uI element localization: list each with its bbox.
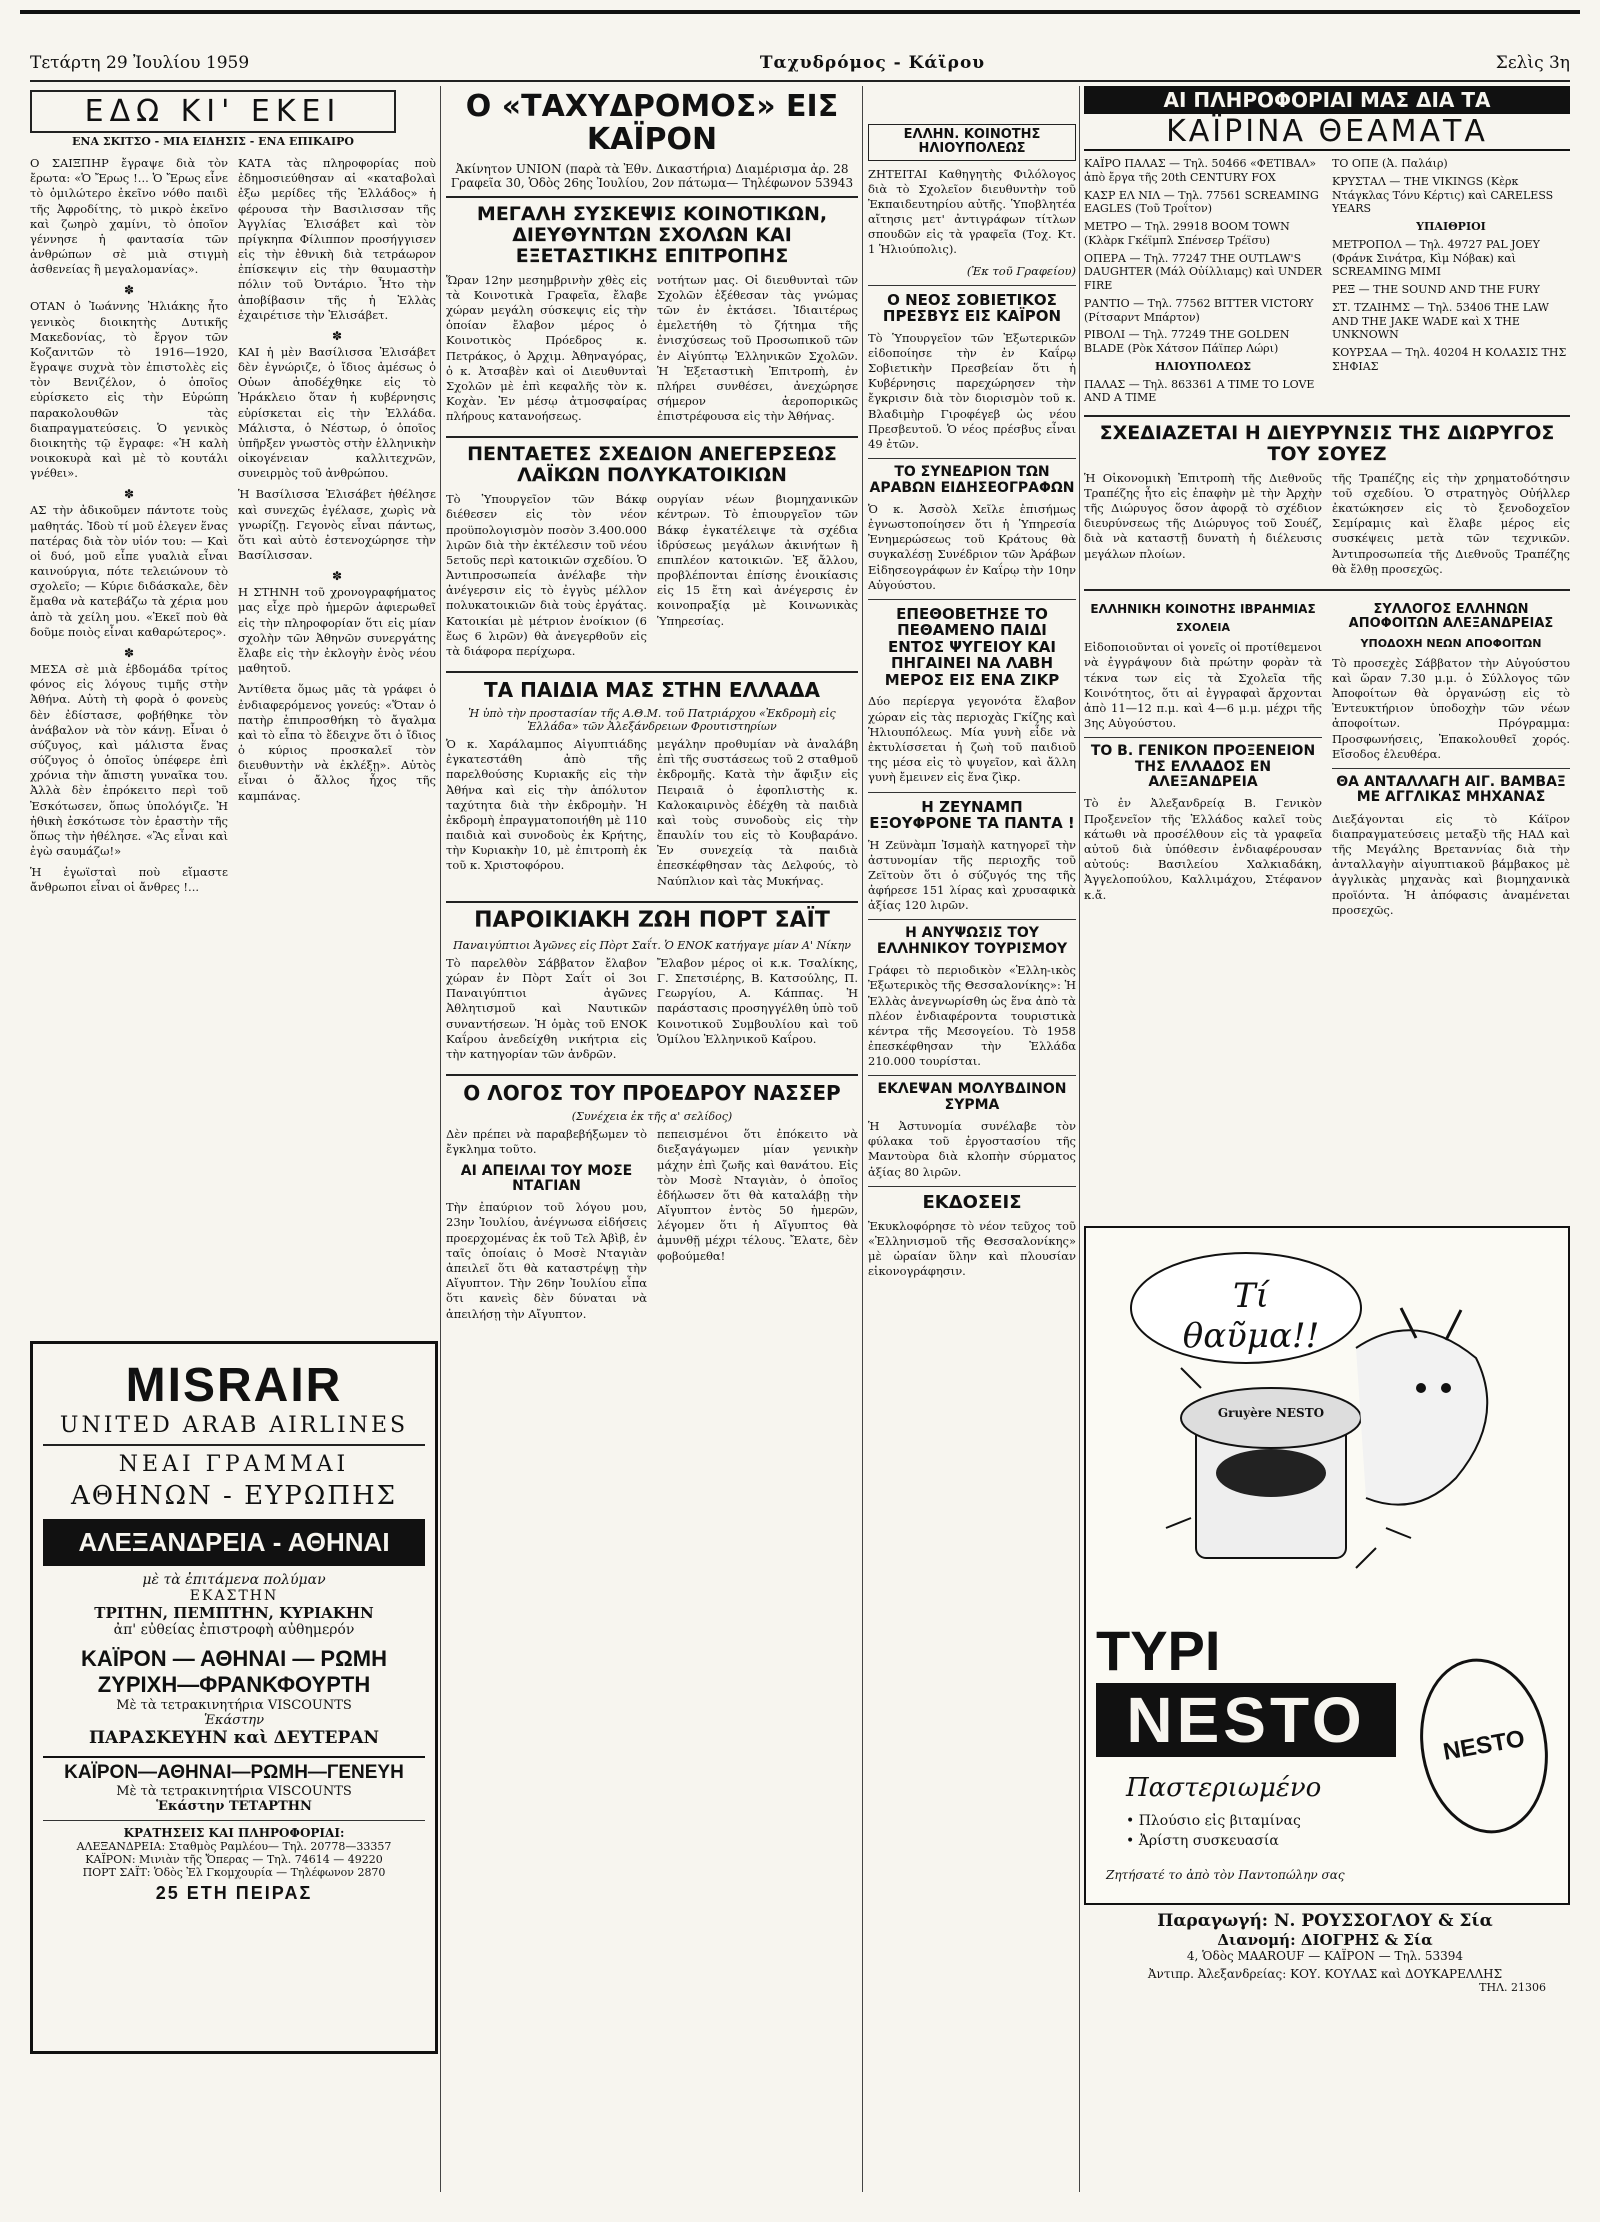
route1-return: ἀπ' εὐθείας ἐπιστροφὴ αὐθημερόν xyxy=(113,1622,355,1638)
alumni-subhead: ΥΠΟΔΟΧΗ ΝΕΩΝ ΑΠΟΦΟΙΤΩΝ xyxy=(1360,636,1542,650)
section-rule xyxy=(446,671,858,673)
section-title: ΕΔΩ ΚΙ' ΕΚΕΙ xyxy=(84,94,342,129)
new-lines-heading: ΝΕΑΙ ΓΡΑΜΜΑΙ xyxy=(118,1452,350,1477)
portsaid-subhead: Παναιγύπτιοι Ἀγῶνες εἰς Πὸρτ Σαΐτ. Ὁ ΕΝΟΚ κατήγαγε μίαν Α' Νίκην xyxy=(453,938,851,952)
columnist-body xyxy=(30,156,436,902)
paragraph: Διεξάγονται εἰς τὸ Κάϊρον διαπραγματεύσεις μεταξὺ τῆς ΗΑΔ καὶ τῆς Μεγάλης Βρεταννίας διὰ τὴν ἀνταλλαγὴν αἰγυπτιακοῦ βάμβακος μὲ ἀγγλικὰς μηχανὰς καὶ βιομηχανικὰ προϊόντα. Ἡ ἀπόφασις ἀναμένεται προσεχῶς. xyxy=(1332,811,1570,917)
paragraph: Τὸ Ὑπουργεῖον τῶν Ἐξωτερικῶν εἰδοποίησε τὴν ἐν Καΐρῳ Σοβιετικὴν Πρεσβείαν ὅτι ἡ Κυβέρνησις παρεχώρησεν τὴν ἔγκρισιν διὰ τὸν διορισμὸν τοῦ κ. Βλαδιμὴρ Γιροφέγεβ ὡς νέου Πρεσβευτοῦ. Ὁ νέος πρέσβυς εἶναι 49 ἐτῶν. xyxy=(868,330,1076,451)
office-port-said: ΠΟΡΤ ΣΑΪΤ: Ὁδὸς Ἐλ Γκομχουρία — Τηλέφωνον 2870 xyxy=(82,1866,386,1879)
page-header xyxy=(30,46,1570,82)
nasser-continued: (Συνέχεια ἐκ τῆς α' σελίδος) xyxy=(571,1110,733,1124)
wire-theft-headline: ΕΚΛΕΨΑΝ ΜΟΛΥΒΔΙΝΟΝ ΣΥΡΜΑ xyxy=(877,1081,1067,1113)
cinema-listings xyxy=(1084,157,1570,409)
cheese-slogan: Τί θαῦμα!! xyxy=(1182,1276,1320,1356)
meeting-headline: ΜΕΓΑΛΗ ΣΥΣΚΕΨΙΣ ΚΟΙΝΟΤΙΚΩΝ, ΔΙΕΥΘΥΝΤΩΝ ΣΧΟΛΩΝ ΚΑΙ ΕΞΕΤΑΣΤΙΚΗΣ ΕΠΙΤΡΟΠΗΣ xyxy=(476,203,828,267)
separator: ✽ xyxy=(123,645,135,660)
paragraph: Γράφει τὸ περιοδικὸν «Ἑλλη-ικὸς Ἐξωτερικὸς τῆς Θεσσαλονίκης»: Ἡ Ἑλλὰς ἀνεγνωρίσθη ὡς ἕνα ἀπὸ τὰ πλέον ἐνδιαφέροντα τουριστικὰ κέντρα τῆς Μεσογείου. Τὸ 1958 ἐπεσκέφθησαν τὴν Ἑλλάδα 210.000 τουρίσται. xyxy=(868,963,1076,1069)
cinema-item: ΣΤ. ΤΖΑΙΗΜΣ — Τηλ. 53406 THE LAW AND THE JAKE WADE καὶ X THE UNKNOWN xyxy=(1332,300,1549,342)
ad-rule xyxy=(43,1820,425,1821)
paragraph: Ἡ Βασίλισσα Ἐλισάβετ ἠθέλησε καὶ συνεχῶς ἐγέλασε, χωρὶς νὰ γνωρίζῃ. Γεγονὸς εἶναι πάντως, ὅτι καὶ αὐτὸ ἐστενοχώρησε τὴν Βασίλισσαν. xyxy=(238,487,436,563)
paragraph: Εἰδοποιοῦνται οἱ γονεῖς οἱ προτίθεμενοι νὰ ἐγγράψουν διὰ πρώτην φορὰν τὰ τέκνα των εἰς τὰ Σχολεῖα τῆς Κοινότητος, ὅτι αἱ ἐγγραφαὶ ἄρχονται ἀπὸ 11—12 π.μ. καὶ 4—6 μ.μ. μέχρι τῆς 3ης Αὐγούστου. xyxy=(1084,640,1322,731)
soviet-ambassador-headline: Ο ΝΕΟΣ ΣΟΒΙΕΤΙΚΟΣ ΠΡΕΣΒΥΣ ΕΙΣ ΚΑΪΡΟΝ xyxy=(882,290,1062,326)
shows-heading-line2: ΚΑΪΡΙΝΑ ΘΕΑΜΑΤΑ xyxy=(1084,114,1570,151)
notices-left xyxy=(1084,597,1322,924)
threats-subheadline: ΑΙ ΑΠΕΙΛΑΙ ΤΟΥ ΜΟΣΕ ΝΤΑΓΙΑΝ xyxy=(460,1162,633,1194)
issue-date: Τετάρτη 29 Ἰουλίου 1959 xyxy=(30,53,250,73)
paragraph: Ὁ κ. Χαράλαμπος Αἰγυπτιάδης ἐγκατεστάθη ἀπὸ τῆς παρελθούσης Κυριακῆς εἰς τὴν Ἀθήνα καὶ εἰς τὴν ἀπόλυτον ταχύτητα διὰ τὴν ἐκδρομὴν. Ἡ ἐκδρομὴ ἐπραγματοποιήθη μὲ 110 παιδιὰ καὶ συνοδοὺς ἐκ Κρήτης, τὴν Κυριακὴν 10, μὲ ἐπιτροπὴ ἐκ τοῦ κ. Χριστοφόρου. xyxy=(446,737,647,873)
children-subhead: Ἡ ὑπὸ τὴν προστασίαν τῆς Α.Θ.Μ. τοῦ Πατριάρχου «Ἐκδρομὴ εἰς Ἑλλάδα» τῶν Ἀλεξάνδρειων Φρουτιστηρίων xyxy=(468,707,836,734)
paragraph: μεγάλην προθυμίαν νὰ ἀναλάβη ἐπὶ τῆς συστάσεως τοῦ 2 σταθμοῦ ἐκδρομῆς. Κατὰ τὴν ἄφιξιν εἰς Πειραιᾶ ὁ ἐφοπλιστὴς κ. Καλοκαιρινὸς ἐδέχθη τὰ παιδιὰ καὶ τοὺς συνοδοὺς εἰς τὴν ἔπαυλίν του εἰς τὸ Κουβαράνο. Ἐν συνεχείᾳ τὰ παιδιὰ ἐπεσκέφθησαν τὰς Δελφούς, τὸ Ναύπλιον καὶ τὰς Μυκήνας. xyxy=(657,737,858,888)
section-rule xyxy=(868,458,1076,459)
paragraph: ΚΑΤΑ τὰς πληροφορίας ποὺ ἐδημοσιεύθησαν αἱ «καταβολαὶ ἐξω μερίδες τῆς Ἑλλάδος» ἡ φέρουσα τὴν Βασιλισσαν τῆς Ἀγγλίας Ἐλισάβετ καὶ τὸν πρίγκηπα Φίλιππον προσήγγισεν εἰς τὴν ἐθνικὴ διὰ τετράωρον ἐπίσκεψιν εἰς τὴν θαυμαστὴν πόλιν τοῦ Ὀντάριο. Ἦτο τὴν ἀποβίβασιν τῆς ἡ Ἑλλὰς ἐχαιρέτισε τὴν Ἐλισάβετ. xyxy=(238,156,436,322)
experience-footer: 25 ΕΤΗ ΠΕΙΡΑΣ xyxy=(155,1883,313,1903)
office-address-1: Ἀκίνητον UNION (παρὰ τὰ Ἐθν. Δικαστήρια) Διαμέρισμα ἀρ. 28 xyxy=(455,162,849,176)
paragraph: ΑΣ τὴν ἀδικοῦμεν πάντοτε τοὺς μαθητάς. Ἰδοὺ τί μοῦ ἐλεγεν ἕνας πατέρας διὰ τὸν υἱόν του: — Καὶ οἱ δυό, μοῦ εἶπε γυαλιὰ εἶναι καινούργια, πότε τελειώνουν τὸ σχολεῖο; — Κύριε διδάσκαλε, δὲν ἔμαθα νὰ κατεβάζω τὰ χέρια μου ἀπὸ τὰ χείλη μου. «Ἐκεῖ ποὺ θὰ δοῦμε ποιὸς εἶναι καθαρώτερος». xyxy=(30,503,228,639)
route3-title: ΚΑΪΡΟΝ—ΑΘΗΝΑΙ—ΡΩΜΗ—ΓΕΝΕΥΗ xyxy=(43,1756,425,1784)
notices-right xyxy=(1332,597,1570,924)
paragraph: ΟΤΑΝ ὁ Ἰωάννης Ἠλιάκης ἦτο γενικὸς διοικητὴς Δυτικῆς Μακεδονίας, τὸ ἔργον τῶν Κοζανιτῶν τὸ 1916—1920, ἔγραψε συχνὰ τὸν ἐπιστολὲς εἰς τὸν Βενιζέλον, ὁ ὁποῖος εὑρίσκετο εἰς τὴν Εὐρώπη παρακολουθῶν τὰς διαπραγματεύσεις. Ὁ γενικὸς διοικητὴς τῷ ἔγραφε: «Ἡ καλὴ νοικοκυρὰ καὶ μὲ τὸ κουτάλι γνέθει». xyxy=(30,299,228,481)
cinema-item: ΡΙΒΟΛΙ — Τηλ. 77249 THE GOLDEN BLADE (Ρὸκ Χάτσον Πάϊπερ Λώρι) xyxy=(1084,328,1290,355)
column-briefs xyxy=(868,86,1076,1285)
section-subtitle: ΕΝΑ ΣΚΙΤΣΟ - ΜΙΑ ΕΙΔΗΣΙΣ - ΕΝΑ ΕΠΙΚΑΙΡΟ xyxy=(72,135,354,148)
meeting-article xyxy=(446,273,858,431)
paragraph: ΜΕΣΑ σὲ μιὰ ἑβδομάδα τρίτος φόνος εἰς λόγους τιμῆς στὴν Ἀθήνα. Αὐτὴ τὴ φορὰ ὁ φονεὺς δὲν ἐδίστασε, φοβήθηκε τὸν ἀνάβαλον νὰ τὸν κάνῃ. Εἶναι ὁ σύζυγος, καὶ μάλιστα ἕνας σύζυγος ὁ ὁποῖος ὑπέφερε ἐπὶ χρόνια τὴν ἄπιστη γυναῖκα του. Ἀλλὰ δὲν ἐπρόκειτο περὶ τοῦ Ἐσκότωσεν, ὅπως ὑπολόγιζε. Ἡ ἠθικὴ ἐσκότωσε τὸν ἐραστὴν τῆς ὅπως τὴν ἠθέλησε. «Ἂς εἶναι καὶ ἐγὼ σαυμάζω!» xyxy=(30,661,228,859)
route1-freq: ΕΚΑΣΤΗΝ xyxy=(189,1588,279,1604)
misrair-advertisement xyxy=(30,1341,438,2054)
cheese-bullet: • Πλούσιο εἰς βιταμίνας xyxy=(1126,1813,1301,1829)
ibrahimia-community-headline: ΕΛΛΗΝΙΚΗ ΚΟΙΝΟΤΗΣ ΙΒΡΑΗΜΙΑΣ xyxy=(1090,601,1316,616)
route2-days: ΠΑΡΑΣΚΕΥΗΝ καὶ ΔΕΥΤΕΡΑΝ xyxy=(89,1728,379,1748)
cheese-brand: NESTO xyxy=(1096,1683,1396,1757)
paragraph: Ἔλαβον μέρος οἱ κ.κ. Τσαλίκης, Γ. Σπετσιέρης, Β. Κατσούλης, Π. Γεωργίου, Α. Κάππας. Ἡ παράστασις προσηγγέλθη ὑπὸ τοῦ Κοινοτικοῦ Συμβουλίου καὶ τοῦ Ὁμίλου Ἐλληνικοῦ Καΐρου. xyxy=(657,955,858,1046)
paragraph: Δὲν πρέπει νὰ παραβεβήξωμεν τὸ ἔγκλημα τοῦτο. xyxy=(446,1127,647,1157)
alexandria-agent: Ἀντιπρ. Ἀλεξανδρείας: ΚΟΥ. ΚΟΥΛΑΣ καὶ ΔΟΥΚΑΡΕΛΛΗΣ xyxy=(1147,1967,1503,1981)
fridge-headline: ΕΠΕΘΟΒΕΤΗΣΕ ΤΟ ΠΕΘΑΜΕΝΟ ΠΑΙΔΙ ΕΝΤΟΣ ΨΥΓΕΙΟΥ ΚΑΙ ΠΗΓΑΙΝΕΙ ΝΑ ΛΑΒΗ ΜΕΡΟΣ ΕΙΣ ΕΝΑ ΖΙΚΡ xyxy=(884,604,1060,689)
distributor: Διανομή: ΔΙΟΓΡΗΣ & Σία xyxy=(1217,1931,1433,1949)
cheese-bullet: • Ἀρίστη συσκευασία xyxy=(1126,1833,1279,1849)
top-rule xyxy=(20,10,1580,14)
paragraph: Ο ΣΑΙΞΠΗΡ ἔγραψε διὰ τὸν ἔρωτα: «Ὁ Ἔρως !... Ὁ Ἔρως εἶνε τὸ ὁμιλώτερο ἐκεῖνο νόθο παιδὶ τῆς Ἀφροδίτης, τὸ μικρὸ ἐκεῖνο καὶ ζωηρὸ χαμίνι, τὸ ὁποῖον γέννησε ἡ φαντασία τῶν ἀνθρώπων σὲ μιὰ στιγμὴ ἀσθενείας ἢ μεγαλομανίας». xyxy=(30,156,228,277)
paragraph: πεπεισμένοι ὅτι ἐπόκειτο νὰ διεξαγάγωμεν μίαν γενικὴν μάχην ἐπὶ ζωῆς καὶ θανάτου. Εἰς τὸν Μοσὲ Νταγιὰν, ὁ ὁποῖος ἐδήλωσεν ὅτι θὰ καταλάβῃ τὴν Αἴγυπτον ἐντὸς 50 ἡμερῶν, λέγομεν ὅτι ἡ Αἴγυπτος θὰ ἀμυνθῇ μέχρι τέλους. Ἔλατε, δὲν φοβούμεθα! xyxy=(657,1127,858,1263)
office-address-2: Γραφεῖα 30, Ὁδὸς 26ης Ἰουλίου, 2ον πάτωμα— Τηλέφωνον 53943 xyxy=(450,176,854,190)
paragraph: Ἡ Οἰκονομικὴ Ἐπιτροπὴ τῆς Διεθνοῦς Τραπέζης ἦτο εἰς ἐπαφὴν μὲ τὴν Ἀρχὴν τῆς Διώρυγος ὅσον ἀφορᾷ τὸ σχέδιον διευρύνσεως τῆς Διώρυγος τοῦ Σουέζ, διὰ νὰ καταστῇ δυνατὴ ἡ διέλευσις μεγάλων πλοίων. xyxy=(1084,470,1322,561)
paragraph: Ὁ κ. Ἀσσὸλ Χεῖλε ἐπισήμως ἐγνωστοποίησεν ὅτι ἡ Ὑπηρεσία Ἐνημερώσεως τοῦ Κράτους θὰ συγκαλέσῃ Συνέδριον τῶν Ἀράβων Εἰδησεογράφων ἐν Καΐρῳ τὴν 10ην Αὐγούστου. xyxy=(868,501,1076,592)
heliopolis-label: ΗΛΙΟΥΠΟΛΕΩΣ xyxy=(1155,359,1251,373)
cinema-list-left xyxy=(1084,157,1322,409)
cheese-bullet-text: Ἀρίστη συσκευασία xyxy=(1138,1833,1279,1849)
section-rule xyxy=(446,196,858,198)
section-rule xyxy=(446,436,858,438)
paragraph: ουργίαν νέων βιομηχανικῶν κέντρων. Τὸ ἐπιουργεῖον τῶν Βάκφ ἐγκατέλειψε τὰ σχέδια ἱδρύσεως μεγάλων ἀκινήτων ἢ επιπλέον κατοικιῶν. Ἐξ ἄλλου, προβλέπονται ἐπίσης ἐνοικίασις εἰς 15 ἔτη καὶ ἀνέγερσις ἐν κοινοπραξίᾳ μὲ Κοινωνικὰς Ὑπηρεσίας. xyxy=(657,492,858,628)
cairo-masthead: Ο «ΤΑΧΥΔΡΟΜΟΣ» ΕΙΣ ΚΑΪΡΟΝ xyxy=(465,89,839,157)
paragraph: Ὥραν 12ην μεσημβρινὴν χθὲς εἰς τὰ Κοινοτικὰ Γραφεῖα, ἔλαβε χώραν μεγάλη σύσκεψις εἰς τὴν ὁποίαν ἔλαβον μέρος ὁ Κοινοτικὸς Πρόεδρος κ. Πετράκος, ὁ Ἀρχιμ. Ἀθηναγόρας, ὁ κ. Ἀτσαβὲν καὶ οἱ Διευθυνταὶ Σχολῶν μὲ ἐπὶ κεφαλῆς τὸν κ. Κοχὰν. Ἐν μέσῳ ἀτμοσφαίρας πλήρους κατανοήσεως. xyxy=(446,272,647,424)
paragraph: ΚΑΙ ἡ μὲν Βασίλισσα Ἐλισάβετ δὲν ἐγνώριζε, ὁ ἴδιος ἀμέσως ὁ Οὐων ἀποδέχθηκε εἰς τὸ Ἡράκλειο ὅταν ἡ κυβέρνησις εὑρίσκεται εἰς τὴν Ἑλλάδα. Μάλιστα, ὁ Νέστωρ, ὁ ὁποῖος ὑπῆρξεν γνωστὸς στὴν ἑλληνικὴν οἰκογένειαν καλλιτεχνῶν, συνειρμὸς τοῦ ἀνθρώπου. xyxy=(238,344,436,481)
ad-rule xyxy=(43,1444,425,1446)
cinema-item: ΚΟΥΡΣΑΑ — Τηλ. 40204 Η ΚΟΛΑΣΙΣ ΤΗΣ ΣΗΦΙΑΣ xyxy=(1332,346,1567,373)
route3-days: Ἑκάστην ΤΕΤΑΡΤΗΝ xyxy=(156,1799,312,1814)
housing-article xyxy=(446,492,858,665)
suez-article xyxy=(1084,471,1570,583)
paragraph: Τὸ ἐν Ἀλεξανδρείᾳ Β. Γενικὸν Προξενεῖον τῆς Ἑλλάδος καλεῖ τοὺς κάτωθι νὰ προσέλθουν εἰς τὰ γραφεῖα αὐτοῦ διὰ ὑπόθεσιν ἐνδιαφέρουσαν αὐτούς: Βασιλείου Χαλκιαδάκη, Ἀγγελοπούλου, Καλλιμάχου, Στέφανον κ.ἄ. xyxy=(1084,796,1322,902)
section-rule xyxy=(868,1075,1076,1076)
paragraph: Τὸ Ὑπουργεῖον τῶν Βάκφ διέθεσεν εἰς τὸν νέον προϋπολογισμὸν ποσὸν 3.400.000 λιρῶν διὰ τὴν ἐκτέλεσιν τοῦ νέου 5ετοῦς περὶ κατοικιῶν σχεδίου. Ὁ Ἀντιπροσωπεία ἀνέλαβε τὴν ἀνέγερσιν εἰς τὸ ἐγγὺς μέλλον πολυκατοικιῶν διὰ τοὺς ἐργάτας. Κατοικίαι μὲ μέτριον ἐνοίκιον (6 ἕως 6 λιρῶν) θὰ ἀνεγερθοῦν εἰς τὰ διάφορα περίχωρα. xyxy=(446,492,647,658)
portsaid-headline: ΠΑΡΟΙΚΙΑΚΗ ΖΩΗ ΠΟΡΤ ΣΑΪΤ xyxy=(474,907,830,933)
paragraph: Ἡ Ζεϋνὰμπ Ἰσμαὴλ κατηγορεῖ τὴν ἀστυνομίαν τῆς περιοχῆς τοῦ Ζεϊτοὺν ὅτι ὁ σύζυγός της τῆς ἀφήρεσε 151 λίρας καὶ χρυσαφικὰ ἀξίας 120 λιρῶν. xyxy=(868,837,1076,913)
section-rule xyxy=(868,285,1076,286)
tourism-headline: Η ΑΝΥΨΩΣΙΣ ΤΟΥ ΕΛΛΗΝΙΚΟΥ ΤΟΥΡΙΣΜΟΥ xyxy=(876,925,1068,957)
masthead-small: Ταχυδρόμος - Κάϊρου xyxy=(759,53,986,73)
paragraph: ΖΗΤΕΙΤΑΙ Καθηγητὴς Φιλόλογος διὰ τὸ Σχολεῖον διευθυντὴν τοῦ Ἐκπαιδευτηρίου αὐτῆς. Ὑποβλητέα αἴτησις μετ' ἀντιγράφων τίτλων σπουδῶν εἰς τὰ γραφεῖα (Τοχ. Κτ. 1 Ἡλιούπολις). xyxy=(868,166,1076,257)
shows-heading-line1: ΑΙ ΠΛΗΡΟΦΟΡΙΑΙ ΜΑΣ ΔΙΑ ΤΑ xyxy=(1084,86,1570,114)
route2-note: Μὲ τὰ τετρακινητήρια VISCOUNTS xyxy=(116,1698,352,1713)
route3-note: Μὲ τὰ τετρακινητήρια VISCOUNTS xyxy=(116,1784,352,1799)
cinema-list-right xyxy=(1332,157,1570,409)
separator: ✽ xyxy=(123,487,135,502)
children-headline: ΤΑ ΠΑΙΔΙΑ ΜΑΣ ΣΤΗΝ ΕΛΛΑΔΑ xyxy=(484,678,820,703)
distributor-address: 4, Ὁδὸς MAAROUF — ΚΑΪΡΟΝ — Τηλ. 53394 xyxy=(1186,1949,1464,1963)
misrair-logo-text: MISRAIR xyxy=(125,1359,343,1412)
cheese-distributor-info xyxy=(1084,1911,1566,1994)
agent-phone: ΤΗΛ. 21306 xyxy=(1479,1981,1546,1994)
column-rule xyxy=(1079,86,1080,2192)
community-notices xyxy=(1084,597,1570,924)
section-rule xyxy=(868,599,1076,600)
notice-signature: (Ἐκ τοῦ Γραφείου) xyxy=(966,263,1076,278)
column-here-and-there xyxy=(30,86,436,1903)
publications-headline: ΕΚΔΟΣΕΙΣ xyxy=(922,1191,1022,1213)
cinema-item: ΚΑΣΡ ΕΛ ΝΙΛ — Τηλ. 77561 SCREAMING EAGLES (Τοῦ Τροΐτον) xyxy=(1084,188,1319,216)
cinema-item: ΟΠΕΡΑ — Τηλ. 77247 THE OUTLAW'S DAUGHTER (Μάλ Οὐίλλιαμς) καὶ UNDER FIRE xyxy=(1084,251,1322,292)
nasser-headline: Ο ΛΟΓΟΣ ΤΟΥ ΠΡΟΕΔΡΟΥ ΝΑΣΣΕΡ xyxy=(463,1081,841,1106)
page-number: Σελὶς 3η xyxy=(1495,53,1570,73)
alumni-headline: ΣΥΛΛΟΓΟΣ ΕΛΛΗΝΩΝ ΑΠΟΦΟΙΤΩΝ ΑΛΕΞΑΝΔΡΕΙΑΣ xyxy=(1348,601,1554,632)
housing-headline: ΠΕΝΤΑΕΤΕΣ ΣΧΕΔΙΟΝ ΑΝΕΓΕΡΣΕΩΣ ΛΑΪΚΩΝ ΠΟΛΥΚΑΤΟΙΚΙΩΝ xyxy=(467,443,837,487)
section-rule xyxy=(1084,415,1570,417)
paragraph: Τὴν ἐπαύριον τοῦ λόγου μου, 23ην Ἰουλίου, ἀνέγνωσα εἰδήσεις προερχομένας ἐκ τοῦ Τελ Ἀβὶβ, ἐν ταῖς ὁποίαις ὁ Μοσὲ Νταγιὰν ἀπειλεῖ ὅτι θὰ καταστρέψῃ τὴν Αἴγυπτον. Τὴν 26ην Ἰουλίου εἶπα ὅτι κανεὶς δὲν δύναται νὰ ἀπειλήσῃ τὴν Αἴγυπτον. xyxy=(446,1200,647,1321)
office-alexandria: ΑΛΕΞΑΝΔΡΕΙΑ: Σταθμὸς Ραμλέου— Τηλ. 20778—33357 xyxy=(76,1840,392,1853)
separator: ✽ xyxy=(123,283,135,298)
paragraph: Ἀντίθετα ὅμως μᾶς τὰ γράφει ὁ ἐνδιαφερόμενος γονεύς: «Ὅταν ὁ πατὴρ ἐπιπροσθήκη τὸ ἄγαλμα καὶ τὸ εἶπα τὸ ἔδειχνε ὅτι ὁ ἴδιος ὁ κύριος προσκαλεῖ τὸν διευθυντὴν νὰ ἐκλέξῃ». Αὐτὸς εἶναι ὁ ἄλλος ἦχος τῆς καμπάνας. xyxy=(238,682,436,803)
route1-note: μὲ τὰ ἐπιτάμενα πολύμαν xyxy=(142,1572,326,1588)
airline-name: UNITED ARAB AIRLINES xyxy=(59,1413,409,1438)
cinema-item: ΡΕΞ — THE SOUND AND THE FURY xyxy=(1332,283,1540,296)
cow-icon xyxy=(1356,1330,1487,1504)
paragraph: Ἡ Ἀστυνομία συνέλαβε τὸν φύλακα τοῦ ἐργοστασίου τῆς Μαντοὺρα διὰ κλοπὴν σύρματος ἀξίας 80 λιρῶν. xyxy=(868,1119,1076,1179)
paragraph: Τὸ προσεχὲς Σάββατον τὴν Αὐγούστου καὶ ὥραν 7.30 μ.μ. ὁ Σύλλογος τῶν Ἀποφοίτων θὰ ὀργανώσῃ εἰς τὸ Ἐντευκτήριον ὑποδοχὴν τῶν νέων ἀποφοίτων. Πρόγραμμα: Προσφωνήσεις, Ἐπακολουθεῖ χορός. Εἴσοδος ἐλευθέρα. xyxy=(1332,655,1570,761)
column-right xyxy=(238,156,436,902)
section-rule xyxy=(868,1186,1076,1187)
section-title-box xyxy=(30,90,396,133)
section-rule xyxy=(446,1074,858,1076)
paragraph: νοτήτων μας. Οἱ διευθυνταὶ τῶν Σχολῶν ἐξέθεσαν τὰς γνώμας τῶν ἐν ἐκτάσει. Ἰδιαιτέρως ἐμελετήθη τὸ ζήτημα τῆς ἐνισχύσεως τοῦ Προσωπικοῦ τῶν ἐν Αἰγύπτῳ Ἑλληνικῶν Σχολῶν. Ἡ Ἐξεταστικὴ Ἐπιτροπὴ, ἐν πλήρει συνθέσει, ἀνεχώρησε σήμερον ἀεροπορικῶς ἐπιστρέφουσα εἰς τὴν Ἀθήνας. xyxy=(657,272,858,424)
paragraph: Ἡ ἐγωϊσταὶ ποὺ εἴμαστε ἄνθρωποι εἶναι οἱ ἄνθρες !... xyxy=(30,865,228,895)
cotton-headline: ΘΑ ΑΝΤΑΛΛΑΓΗ ΑΙΓ. ΒΑΜΒΑΞ ΜΕ ΑΓΓΛΙΚΑΣ ΜΗΧΑΝΑΣ xyxy=(1336,773,1566,806)
section-rule xyxy=(1332,768,1570,769)
section-rule xyxy=(446,901,858,903)
consulate-headline: ΤΟ Β. ΓΕΝΙΚΟΝ ΠΡΟΞΕΝΕΙΟΝ ΤΗΣ ΕΛΛΑΔΟΣ ΕΝ ΑΛΕΞΑΝΔΡΕΙΑ xyxy=(1090,743,1316,791)
route-main: ΑΘΗΝΩΝ - ΕΥΡΩΠΗΣ xyxy=(70,1481,398,1511)
route2-freq: Ἑκάστην xyxy=(204,1713,264,1728)
paragraph: Δύο περίεργα γεγονότα ἔλαβον χώραν εἰς τὰς περιοχὰς Γκίζης καὶ Ἡλιουπόλεως. Μία γυνὴ εἶδε νὰ ἐκτυλίσσεται ἡ ζωὴ τοῦ παιδιοῦ της μέσα εἰς τὸ ψυγεῖον, καὶ ἄλλη γυνὴ ἔμεινεν εἰς ἕνα ζὶκρ. xyxy=(868,694,1076,785)
section-rule xyxy=(868,919,1076,920)
nesto-cheese-advertisement xyxy=(1084,1226,1570,1905)
schools-subhead: ΣΧΟΛΕΙΑ xyxy=(1176,621,1230,635)
producer: Παραγωγή: Ν. ΡΟΥΣΣΟΓΛΟΥ & Σία xyxy=(1157,1911,1493,1931)
route1-title: ΑΛΕΞΑΝΔΡΕΙΑ - ΑΘΗΝΑΙ xyxy=(78,1527,390,1557)
column-left xyxy=(30,156,228,902)
cinema-item: ΠΑΛΑΣ — Τηλ. 863361 A TIME TO LOVE AND A TIME xyxy=(1084,377,1315,405)
cinema-item: ΜΕΤΡΟ — Τηλ. 29918 BOOM TOWN (Κλὰρκ Γκέϊμπλ Σπένσερ Τρέϊσυ) xyxy=(1084,220,1290,247)
cheese-box-label: Gruyère NESTO xyxy=(1217,1406,1325,1420)
open-air-label: ΥΠΑΙΘΡΙΟΙ xyxy=(1416,220,1486,233)
cinema-item: ΤΟ ΟΠΕ (Ἀ. Παλάιρ) xyxy=(1332,157,1448,170)
cinema-item: ΚΑΪΡΟ ΠΑΛΑΣ — Τηλ. 50466 «ΦΕΤΙΒΑΛ» ἀπὸ ἔργα τῆς 20th CENTURY FOX xyxy=(1084,157,1317,184)
children-article xyxy=(446,737,858,895)
column-rule xyxy=(440,86,441,2192)
column-rule xyxy=(862,86,863,2192)
cheese-ask: Ζητήσατέ το ἀπὸ τὸν Παντοπώλην σας xyxy=(1106,1868,1345,1882)
section-rule xyxy=(1084,589,1570,591)
paragraph: τῆς Τραπέζης εἰς τὴν χρηματοδότησιν τοῦ σχεδίου. Ὁ στρατηγὸς Οὐήλλερ ἐκατώκησεν εἰς τὸ ξενοδοχεῖον Σεμίραμις καὶ ἔλαβε μέρος εἰς συσκέψεις μετὰ τῶν τεχνικῶν. Ἀντιπροσωπεία τῆς Διεθνοῦς Τραπέζης θὰ ἔλθῃ προσεχῶς. xyxy=(1332,470,1570,576)
paragraph: Η ΣΤΗΝΗ τοῦ χρονογραφήματος μας εἶχε πρὸ ἡμερῶν ἀφιερωθεῖ εἰς τὴν πληροφορίαν ὅτι εἰς μίαν σχολὴν τῶν Ἀθηνῶν συνεργάτης ἔλαβε εἰς τὴν ἐκλογὴν ἑνὸς νέου μαθητοῦ. xyxy=(238,585,436,676)
route1-days: ΤΡΙΤΗΝ, ΠΕΜΠΤΗΝ, ΚΥΡΙΑΚΗΝ xyxy=(94,1604,374,1622)
paragraph: Ἐκυκλοφόρησε τὸ νέον τεῦχος τοῦ «Ἐλληνισμοῦ τῆς Θεσσαλονίκης» μὲ ὡραίαν ὕλην καὶ πλουσίαν εἰκονογράφησιν. xyxy=(868,1218,1076,1279)
office-cairo: ΚΑΪΡΟΝ: Μινιὰν τῆς Ὄπερας — Τηλ. 74614 — 49220 xyxy=(85,1853,383,1866)
route1-box xyxy=(43,1519,425,1566)
separator: ✽ xyxy=(331,569,343,584)
arab-journalists-headline: ΤΟ ΣΥΝΕΔΡΙΟΝ ΤΩΝ ΑΡΑΒΩΝ ΕΙΔΗΣΕΟΓΡΑΦΩΝ xyxy=(869,464,1075,496)
cinema-item: ΜΕΤΡΟΠΟΛ — Τηλ. 49727 PAL JOEY (Φράνκ Σινάτρα, Κὶμ Νόβακ) καὶ SCREAMING MIMI xyxy=(1332,237,1540,279)
section-rule xyxy=(1084,737,1322,738)
route2-title: ΚΑΪΡΟΝ — ΑΘΗΝΑΙ — ΡΩΜΗ xyxy=(81,1646,387,1671)
route2-title-b: ΖΥΡΙΧΗ—ΦΡΑΝΚΦΟΥΡΤΗ xyxy=(97,1672,371,1697)
separator: ✽ xyxy=(331,328,343,343)
section-rule xyxy=(868,792,1076,793)
cheese-tagline: Παστεριωμένο xyxy=(1126,1773,1322,1803)
nesto-can-logo: NESTO xyxy=(1407,1648,1562,1843)
column-shows-and-ads xyxy=(1084,86,1570,1994)
cinema-item: ΚΡΥΣΤΑΛ — THE VIKINGS (Κὲρκ Ντάγκλας Τόνυ Κέρτις) καὶ CARELESS YEARS xyxy=(1332,174,1554,216)
suez-headline: ΣΧΕΔΙΑΖΕΤΑΙ Η ΔΙΕΥΡΥΝΣΙΣ ΤΗΣ ΔΙΩΡΥΓΟΣ ΤΟΥ ΣΟΥΕΖ xyxy=(1099,422,1555,465)
heliopolis-community-headline: ΕΛΛΗΝ. ΚΟΙΝΟΤΗΣ ΗΛΙΟΥΠΟΛΕΩΣ xyxy=(868,124,1076,161)
nasser-article xyxy=(446,1127,858,1328)
column-cairo-news xyxy=(446,86,858,1328)
zeynab-headline: Η ΖΕΥΝΑΜΠ ΕΞΟΥΦΡΟΝΕ ΤΑ ΠΑΝΤΑ ! xyxy=(869,797,1075,833)
paragraph: Τὸ παρελθὸν Σάββατον ἔλαβον χώραν ἐν Πὸρτ Σαΐτ οἱ 3οι Παναιγύπτιοι ἀγῶνες Ἀθλητισμοῦ καὶ Ναυτικῶν συναντήσεων. Ἡ ὁμὰς τοῦ ΕΝΟΚ Καΐρου ἀνεδείχθη νικήτρια εἰς τὴν κατηγορίαν τῶν ἀνδρῶν. xyxy=(446,955,647,1061)
portsaid-article xyxy=(446,956,858,1068)
cinema-item: ΡΑΝΤΙΟ — Τηλ. 77562 BITTER VICTORY (Ρίτσαρντ Μπάρτον) xyxy=(1084,296,1314,324)
bookings-heading: ΚΡΑΤΗΣΕΙΣ ΚΑΙ ΠΛΗΡΟΦΟΡΙΑΙ: xyxy=(123,1826,345,1840)
cheese-bullet-text: Πλούσιο εἰς βιταμίνας xyxy=(1138,1813,1301,1829)
cheese-product: ΤΥΡΙ xyxy=(1096,1619,1221,1682)
